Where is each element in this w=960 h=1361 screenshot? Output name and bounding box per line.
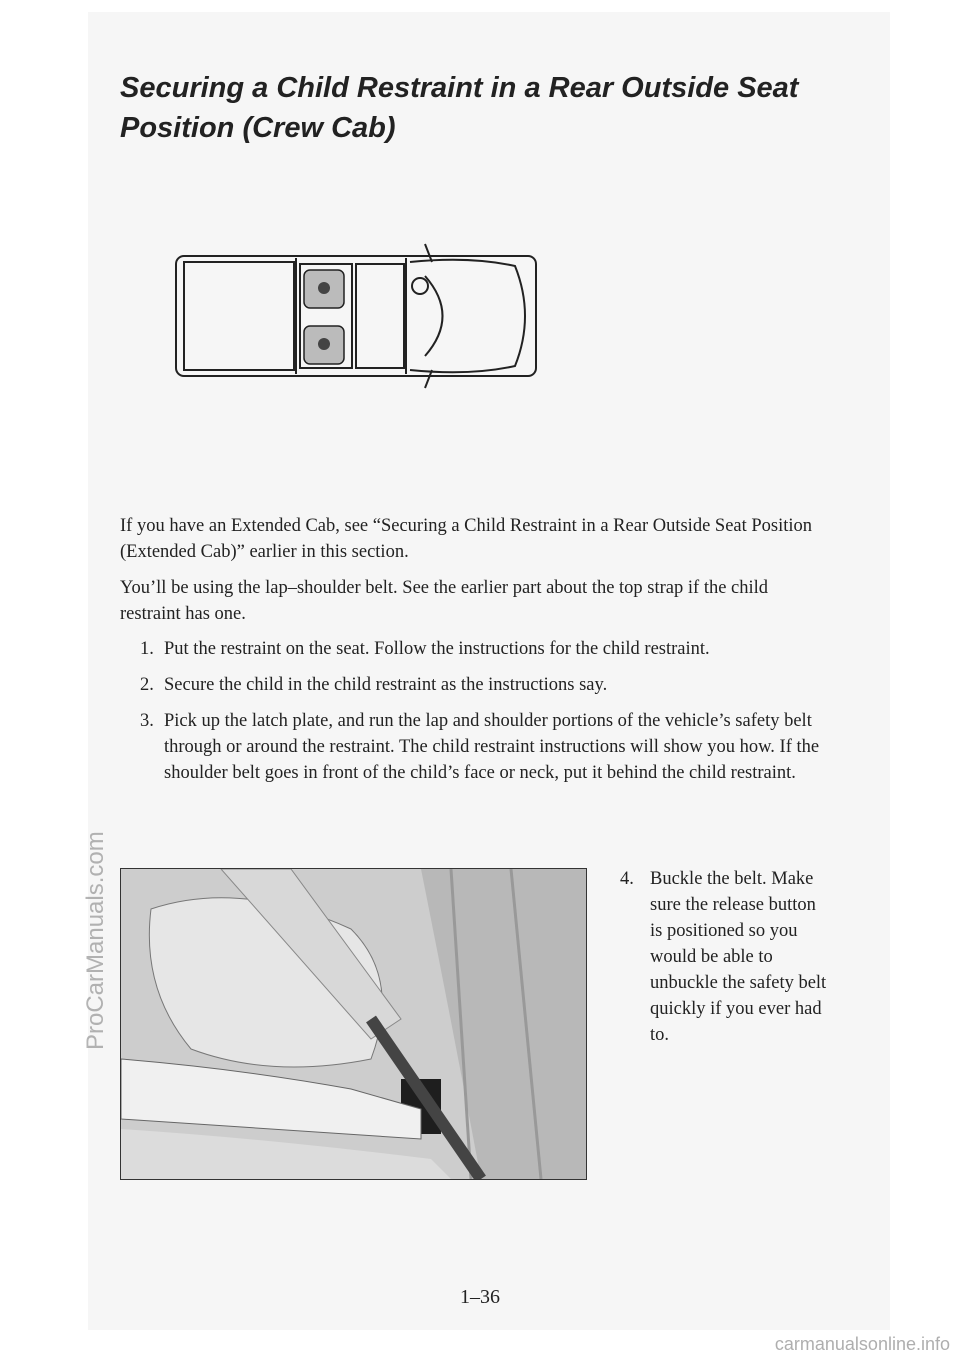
steps-list bbox=[120, 636, 820, 796]
watermark-left: ProCarManuals.com bbox=[82, 831, 109, 1050]
step-number: 1. bbox=[140, 639, 154, 659]
step-number: 3. bbox=[140, 711, 154, 731]
buckle-photo bbox=[120, 868, 587, 1180]
step-number: 4. bbox=[620, 869, 634, 889]
step-number: 2. bbox=[140, 675, 154, 695]
page-number: 1–36 bbox=[460, 1286, 500, 1308]
list-item bbox=[120, 636, 820, 662]
step-text: Buckle the belt. Make sure the release button is positioned so you would be able to unbuckle the safety belt quickly if you ever had to. bbox=[650, 869, 827, 1045]
belt-paragraph: You’ll be using the lap–shoulder belt. See the earlier part about the top strap if the child restraint has one. bbox=[120, 578, 769, 624]
step-4 bbox=[620, 866, 830, 1048]
step-text: Put the restraint on the seat. Follow the instructions for the child restraint. bbox=[164, 639, 710, 659]
step-text: Pick up the latch plate, and run the lap and shoulder portions of the vehicle’s safety belt through or around the restraint. The child restraint instructions will show you how. If the shoulder belt goes in front of the child’s face or neck, put it behind the child restraint. bbox=[164, 711, 820, 783]
list-item bbox=[120, 708, 820, 786]
buckle-illustration bbox=[121, 869, 586, 1179]
step-text: Secure the child in the child restraint as the instructions say. bbox=[164, 675, 608, 695]
list-item bbox=[120, 672, 820, 698]
title-line-2: Position (Crew Cab) bbox=[120, 112, 396, 144]
watermark-bottom: carmanualsonline.info bbox=[774, 1334, 950, 1354]
crew-cab-diagram bbox=[170, 236, 545, 396]
title-line-1: Securing a Child Restraint in a Rear Outside Seat bbox=[120, 72, 799, 104]
page-title bbox=[120, 68, 820, 148]
intro-paragraph: If you have an Extended Cab, see “Securing a Child Restraint in a Rear Outside Seat Position (Extended Cab)” earlier in this section. bbox=[120, 516, 813, 562]
